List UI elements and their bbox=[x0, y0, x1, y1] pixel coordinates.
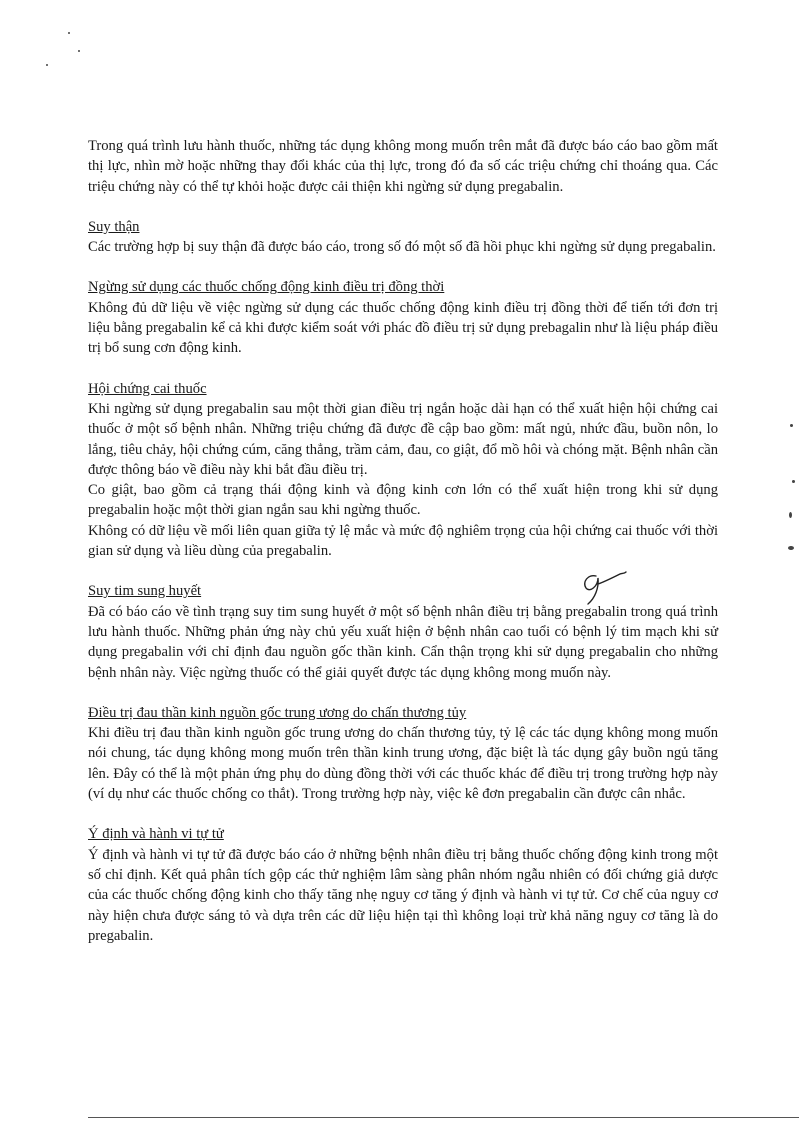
renal-paragraph: Các trường hợp bị suy thận đã được báo cáo, trong số đó một số đã hồi phục khi ngừng sử dụng pregabalin. bbox=[88, 239, 716, 256]
scan-speck bbox=[792, 480, 795, 483]
section-heading-heart-failure: Suy tim sung huyết bbox=[88, 583, 202, 600]
section-gap bbox=[88, 197, 718, 217]
scan-speck bbox=[78, 50, 80, 52]
section-gap bbox=[88, 804, 718, 824]
section-heading-suicide: Ý định và hành vi tự tử bbox=[88, 826, 224, 843]
section-gap bbox=[88, 359, 718, 379]
section-heading-withdrawal: Hội chứng cai thuốc bbox=[88, 380, 207, 397]
intro-paragraph: Trong quá trình lưu hành thuốc, những tác dụng không mong muốn trên mắt đã được báo cáo bao gồm mất thị lực, nhìn mờ hoặc những thay đổi khác của thị lực, trong đó đa số các triệu chứng chỉ thoáng qua. Các triệu chứng này có thể tự khỏi hoặc được cải thiện khi ngừng sử dụng pregabalin. bbox=[88, 138, 718, 195]
footer-rule bbox=[88, 1117, 799, 1118]
document-body bbox=[88, 136, 718, 946]
section-gap bbox=[88, 257, 718, 277]
section-heading-renal: Suy thận bbox=[88, 218, 140, 235]
spinal-paragraph: Khi điều trị đau thần kinh nguồn gốc trung ương do chấn thương tủy, tỷ lệ các tác dụng không mong muốn nói chung, tác dụng không mong muốn trên thần kinh trung ương, đặc biệt là tác dụng gây buồn ngủ tăng lên. Đây có thể là một phản ứng phụ do dùng đồng thời với các thuốc khác để điều trị trong trường hợp này (ví dụ như các thuốc chống co thắt). Trong trường hợp này, việc kê đơn pregabalin cần được cân nhắc. bbox=[88, 725, 718, 803]
scan-speck bbox=[789, 512, 792, 518]
withdrawal-paragraph: Co giật, bao gồm cả trạng thái động kinh và động kinh cơn lớn có thể xuất hiện trong khi sử dụng pregabalin hoặc một thời gian ngắn sau khi ngừng thuốc. bbox=[88, 482, 718, 519]
section-heading-anticonvulsant: Ngừng sử dụng các thuốc chống động kinh điều trị đồng thời bbox=[88, 279, 445, 296]
withdrawal-paragraph: Không có dữ liệu về mối liên quan giữa tỷ lệ mắc và mức độ nghiêm trọng của hội chứng cai thuốc với thời gian sử dụng và liều dùng của pregabalin. bbox=[88, 522, 718, 560]
section-heading-spinal: Điều trị đau thần kinh nguồn gốc trung ương do chấn thương tủy bbox=[88, 704, 467, 721]
scan-speck bbox=[790, 424, 793, 427]
section-gap bbox=[88, 683, 718, 703]
handwritten-signature bbox=[574, 568, 634, 608]
scan-speck bbox=[788, 546, 794, 550]
scan-speck bbox=[46, 64, 48, 66]
suicide-paragraph: Ý định và hành vi tự tử đã được báo cáo ở những bệnh nhân điều trị bằng thuốc chống động kinh trong một số chỉ định. Kết quả phân tích gộp các thử nghiệm lâm sàng phân nhóm ngẫu nhiên có đối chứng giả dược của các thuốc chống động kinh cho thấy tăng nhẹ nguy cơ tăng ý định và hành vi tự tử. Cơ chế của nguy cơ này hiện chưa được sáng tỏ và dựa trên các dữ liệu hiện tại thì không loại trừ khả năng nguy cơ tăng là do pregabalin. bbox=[88, 846, 718, 944]
anticonvulsant-paragraph: Không đủ dữ liệu về việc ngừng sử dụng các thuốc chống động kinh điều trị đồng thời để tiến tới đơn trị liệu bằng pregabalin kể cả khi được kiểm soát với phác đồ điều trị sử dụng prebagalin như là liệu pháp điều trị bổ sung cơn động kinh. bbox=[88, 299, 718, 357]
scan-speck bbox=[68, 32, 70, 34]
heart-failure-paragraph: Đã có báo cáo về tình trạng suy tim sung huyết ở một số bệnh nhân điều trị bằng pregabalin trong quá trình lưu hành thuốc. Những phản ứng này chủ yếu xuất hiện ở bệnh nhân cao tuổi có bệnh lý tim mạch khi sử dụng pregabalin với chỉ định đau nguồn gốc thần kinh. Cẩn thận trọng khi sử dụng pregabalin cho những bệnh nhân này. Việc ngừng thuốc có thể giải quyết được tác dụng không mong muốn này. bbox=[88, 603, 718, 681]
withdrawal-paragraph: Khi ngừng sử dụng pregabalin sau một thời gian điều trị ngắn hoặc dài hạn có thể xuất hiện hội chứng cai thuốc ở một số bệnh nhân. Những triệu chứng đã được đề cập bao gồm: mất ngủ, nhức đầu, buồn nôn, lo lắng, tiêu chảy, hội chứng cúm, căng thẳng, trầm cảm, đau, co giật, đổ mồ hôi và chóng mặt. Bệnh nhân cần được thông báo về điều này khi bắt đầu điều trị. bbox=[88, 400, 718, 478]
